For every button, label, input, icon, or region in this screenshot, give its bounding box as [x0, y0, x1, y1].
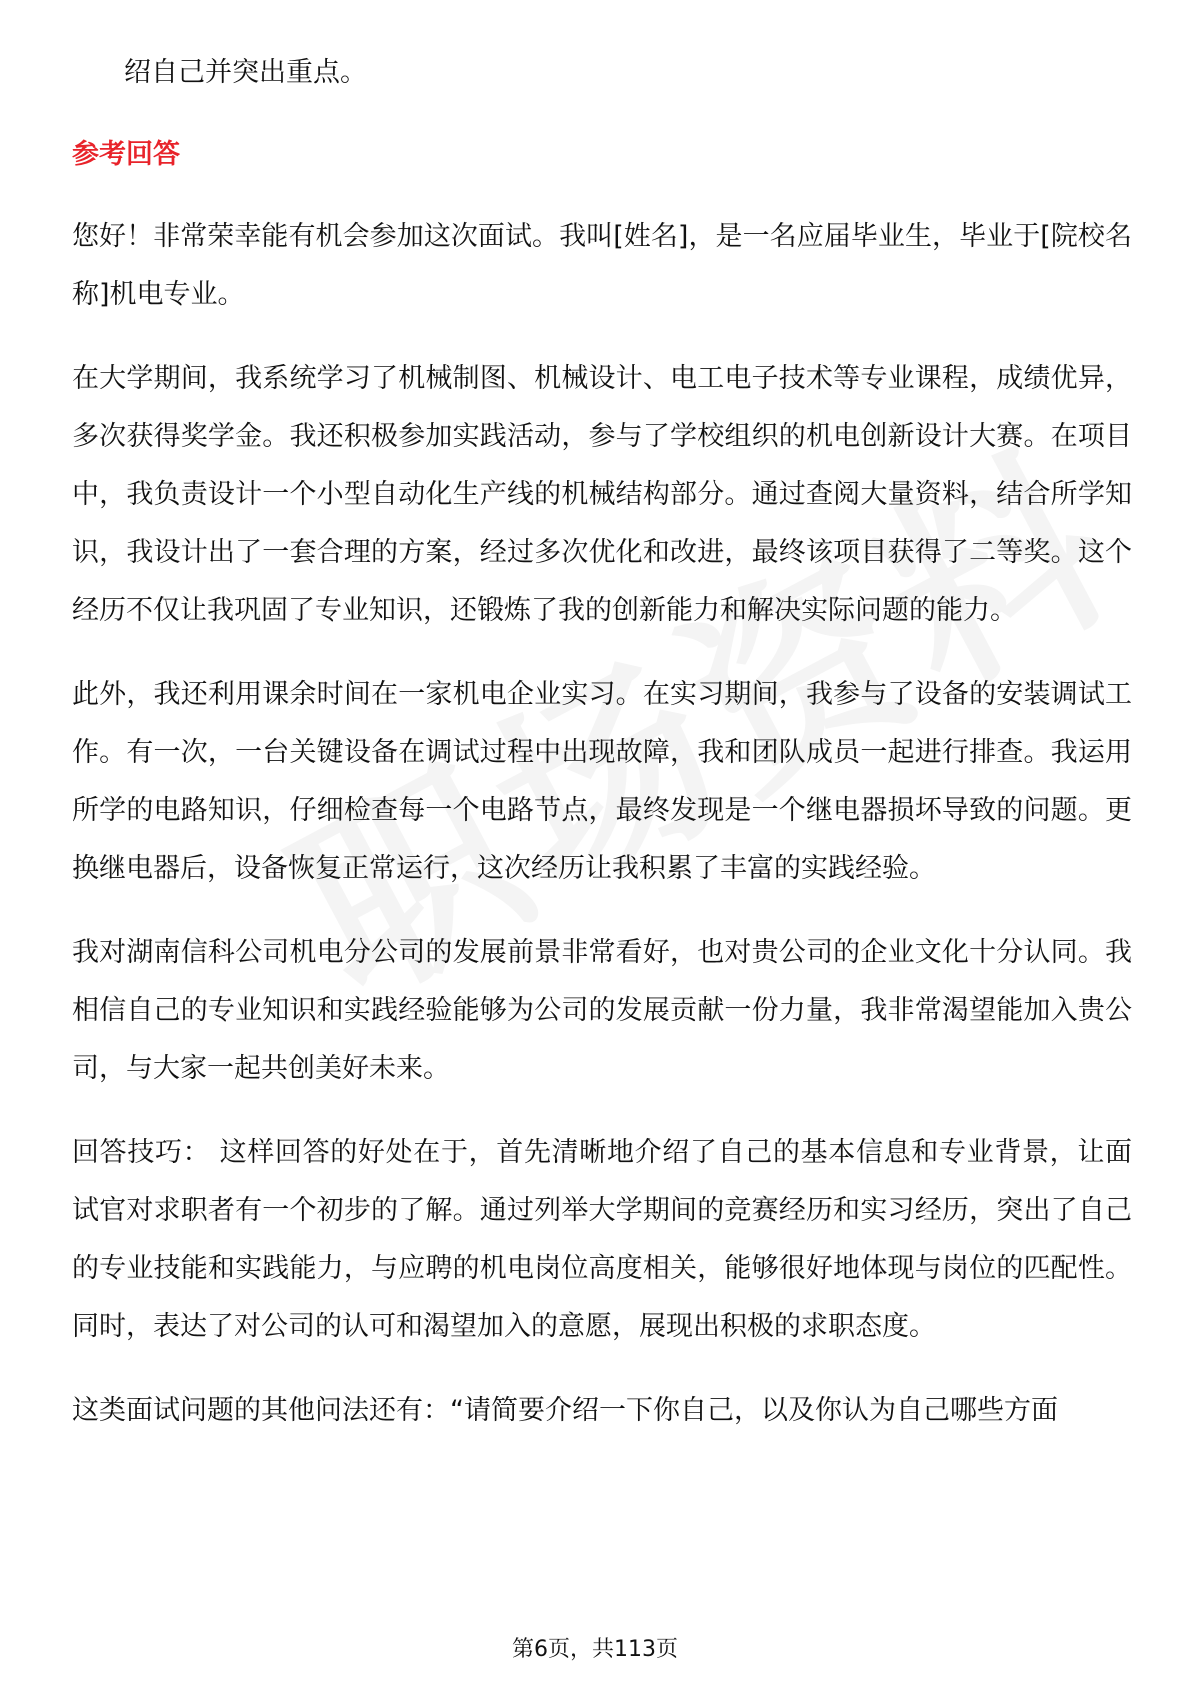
page-number-footer: 第6页，共113页 — [512, 1637, 678, 1662]
intro-line: 绍自己并突出重点。 — [124, 57, 367, 88]
paragraph-internship: 此外，我还利用课余时间在一家机电企业实习。在实习期间，我参与了设备的安装调试工作。有一次，一台关键设备在调试过程中出现故障，我和团队成员一起进行排查。我运用所学的电路知识，仔细检查每一个电路节点，最终发现是一个继电器损坏导致的问题。更换继电器后，设备恢复正常运行，这次经历让我积累了丰富的实践经验。 — [72, 679, 1132, 884]
paragraph-company: 我对湖南信科公司机电分公司的发展前景非常看好，也对贵公司的企业文化十分认同。我相信自己的专业知识和实践经验能够为公司的发展贡献一份力量，我非常渴望能加入贵公司，与大家一起共创美好未来。 — [72, 937, 1132, 1084]
paragraph-greeting: 您好！非常荣幸能有机会参加这次面试。我叫[姓名]，是一名应届毕业生，毕业于[院校名称]机电专业。 — [72, 221, 1132, 310]
paragraph-other-questions: 这类面试问题的其他问法还有：“请简要介绍一下你自己，以及你认为自己哪些方面 — [72, 1395, 1058, 1426]
paragraph-answer-tips: 回答技巧： 这样回答的好处在于，首先清晰地介绍了自己的基本信息和专业背景，让面试官对求职者有一个初步的了解。通过列举大学期间的竞赛经历和实习经历，突出了自己的专业技能和实践能力，与应聘的机电岗位高度相关，能够很好地体现与岗位的匹配性。同时，表达了对公司的认可和渴望加入的意愿，展现出积极的求职态度。 — [72, 1137, 1132, 1342]
section-heading: 参考回答 — [72, 139, 180, 170]
paragraph-university: 在大学期间，我系统学习了机械制图、机械设计、电工电子技术等专业课程，成绩优异，多次获得奖学金。我还积极参加实践活动，参与了学校组织的机电创新设计大赛。在项目中，我负责设计一个小型自动化生产线的机械结构部分。通过查阅大量资料，结合所学知识，我设计出了一套合理的方案，经过多次优化和改进，最终该项目获得了二等奖。这个经历不仅让我巩固了专业知识，还锻炼了我的创新能力和解决实际问题的能力。 — [72, 363, 1132, 626]
page-content — [72, 44, 1132, 1466]
